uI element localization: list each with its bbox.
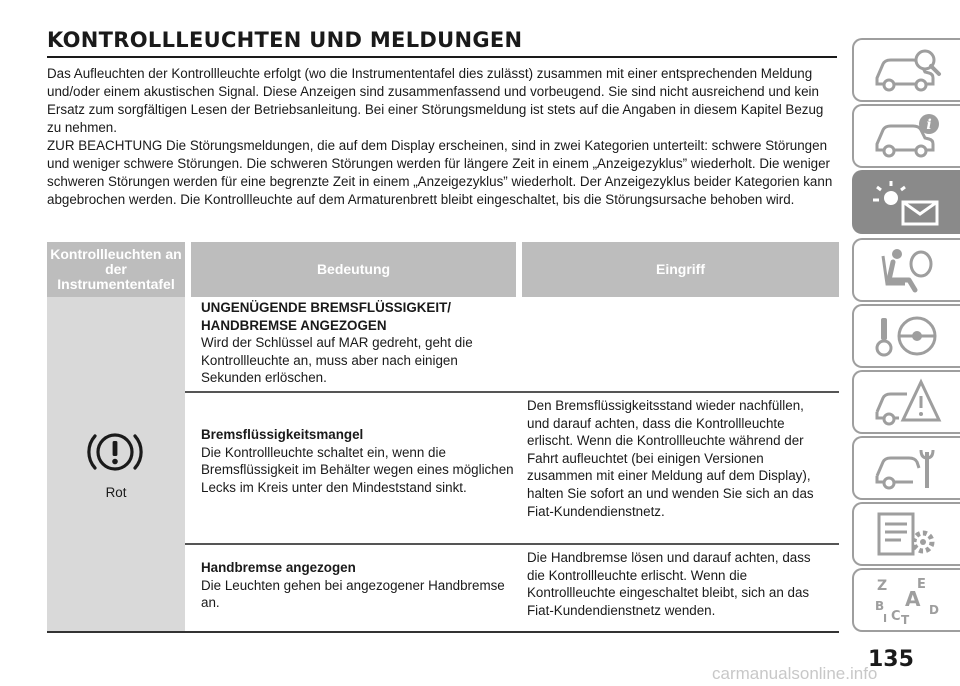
row-title: Bremsflüssigkeitsmangel bbox=[201, 427, 364, 442]
row-meaning: Wird der Schlüssel auf MAR gedreht, geht die Kontrollleuchte an, muss aber nach einigen Sekunden erlöschen. bbox=[201, 335, 473, 386]
tab-maintenance[interactable] bbox=[852, 436, 960, 500]
row-divider bbox=[185, 391, 839, 393]
tab-car-info[interactable] bbox=[852, 104, 960, 168]
warning-light-message-icon bbox=[869, 176, 945, 228]
header-action: Eingriff bbox=[522, 242, 839, 297]
lamp-cell bbox=[47, 297, 185, 631]
watermark: carmanualsonline.info bbox=[712, 664, 878, 683]
intro-paragraph: Das Aufleuchten der Kontrollleuchte erfolgt (wo die Instrumententafel dies zulässt) zusammen mit einer entsprechenden Meldung und/oder einem akustischen Signal. Diese Anzeigen sind zusammenfassend und vorbeugend. Sie sind nicht ausreichend und kein Ersatz zum sorgfältigen Lesen der Betriebsanleitung. Bei einer Störungsmeldung ist stets auf die Angaben in diesem Kapitel Bezug zu nehmen. bbox=[47, 66, 824, 135]
car-info-icon bbox=[869, 110, 945, 162]
row-meaning: Die Leuchten gehen bei angezogener Handbremse an. bbox=[201, 577, 505, 611]
tab-emergency[interactable] bbox=[852, 370, 960, 434]
row-title: UNGENÜGENDE BREMSFLÜSSIGKEIT/ HANDBREMSE ANGEZOGEN bbox=[201, 300, 451, 333]
specifications-gear-icon bbox=[869, 508, 945, 560]
table-row bbox=[201, 299, 521, 387]
index-letter: I bbox=[883, 612, 888, 625]
key-steering-wheel-icon bbox=[869, 310, 945, 362]
index-letter: C bbox=[891, 609, 901, 624]
index-letter: D bbox=[929, 603, 939, 617]
car-magnifier-icon bbox=[869, 44, 945, 96]
seat-airbag-icon bbox=[869, 244, 945, 296]
row-title: Handbremse angezogen bbox=[201, 560, 356, 575]
tab-index[interactable] bbox=[852, 568, 960, 632]
index-letter: Z bbox=[877, 578, 888, 594]
svg-text:i: i bbox=[926, 117, 932, 133]
brake-warning-icon bbox=[85, 422, 145, 482]
tab-warning-lights[interactable] bbox=[852, 170, 960, 234]
table-row bbox=[201, 426, 521, 496]
row-action: Den Bremsflüssigkeitsstand wieder nachfüllen, und darauf achten, dass die Kontrollleuchte erlischt. Wenn die Kontrollleuchte während der Fahrt aufleuchtet (bei einigen Versionen zusammen mit einer Meldung auf dem Display), halten Sie sofort an und wenden Sie sich an das Fiat-Kundendienstnetz. bbox=[527, 398, 814, 519]
table-row bbox=[201, 559, 521, 612]
row-action: Die Handbremse lösen und darauf achten, dass die Kontrollleuchte erlischt. Wenn die Kontrollleuchte eingeschaltet bleibt, sich an das Fiat-Kundendienstnetz wenden. bbox=[527, 550, 811, 618]
tab-car-overview[interactable] bbox=[852, 38, 960, 102]
index-letter: T bbox=[901, 613, 910, 626]
lamp-color-label: Rot bbox=[105, 485, 127, 500]
tab-safety[interactable] bbox=[852, 238, 960, 302]
note-paragraph: ZUR BEACHTUNG Die Störungsmeldungen, die auf dem Display erscheinen, sind in zwei Kategorien unterteilt: schwere Störungen und weniger schwere Störungen. Die schweren Störungen werden für längere Zeit in einem „Anzeigezyklus” wiederholt. Die weniger schweren Störungen werden für eine begrenzte Zeit in einem „Anzeigezyklus” wiederholt. Der Anzeigezyklus beider Kategorien kann abgebrochen werden. Die Kontrollleuchte auf dem Armaturenbrett bleibt eingeschaltet, bis die Störungsursache behoben wird. bbox=[47, 138, 833, 207]
table-bottom-rule bbox=[47, 631, 839, 633]
index-letter: E bbox=[917, 577, 926, 592]
header-meaning: Bedeutung bbox=[191, 242, 516, 297]
car-warning-triangle-icon bbox=[869, 376, 945, 428]
tab-technical-data[interactable] bbox=[852, 502, 960, 566]
row-divider bbox=[185, 543, 839, 545]
row-meaning: Die Kontrollleuchte schaltet ein, wenn die Bremsflüssigkeit im Behälter wegen eines möglichen Lecks im Kreis unter den Mindeststand sinkt. bbox=[201, 444, 514, 495]
page-title: KONTROLLLEUCHTEN UND MELDUNGEN bbox=[47, 28, 837, 58]
car-wrench-icon bbox=[869, 442, 945, 494]
page-number: 135 bbox=[868, 647, 914, 672]
alphabet-index-icon bbox=[869, 574, 945, 626]
table-header bbox=[47, 242, 839, 297]
index-letter: B bbox=[875, 599, 885, 613]
tab-starting-driving[interactable] bbox=[852, 304, 960, 368]
index-letter: A bbox=[905, 587, 921, 611]
header-warning-lights: Kontrollleuchten an der Instrumententafel bbox=[47, 242, 185, 297]
